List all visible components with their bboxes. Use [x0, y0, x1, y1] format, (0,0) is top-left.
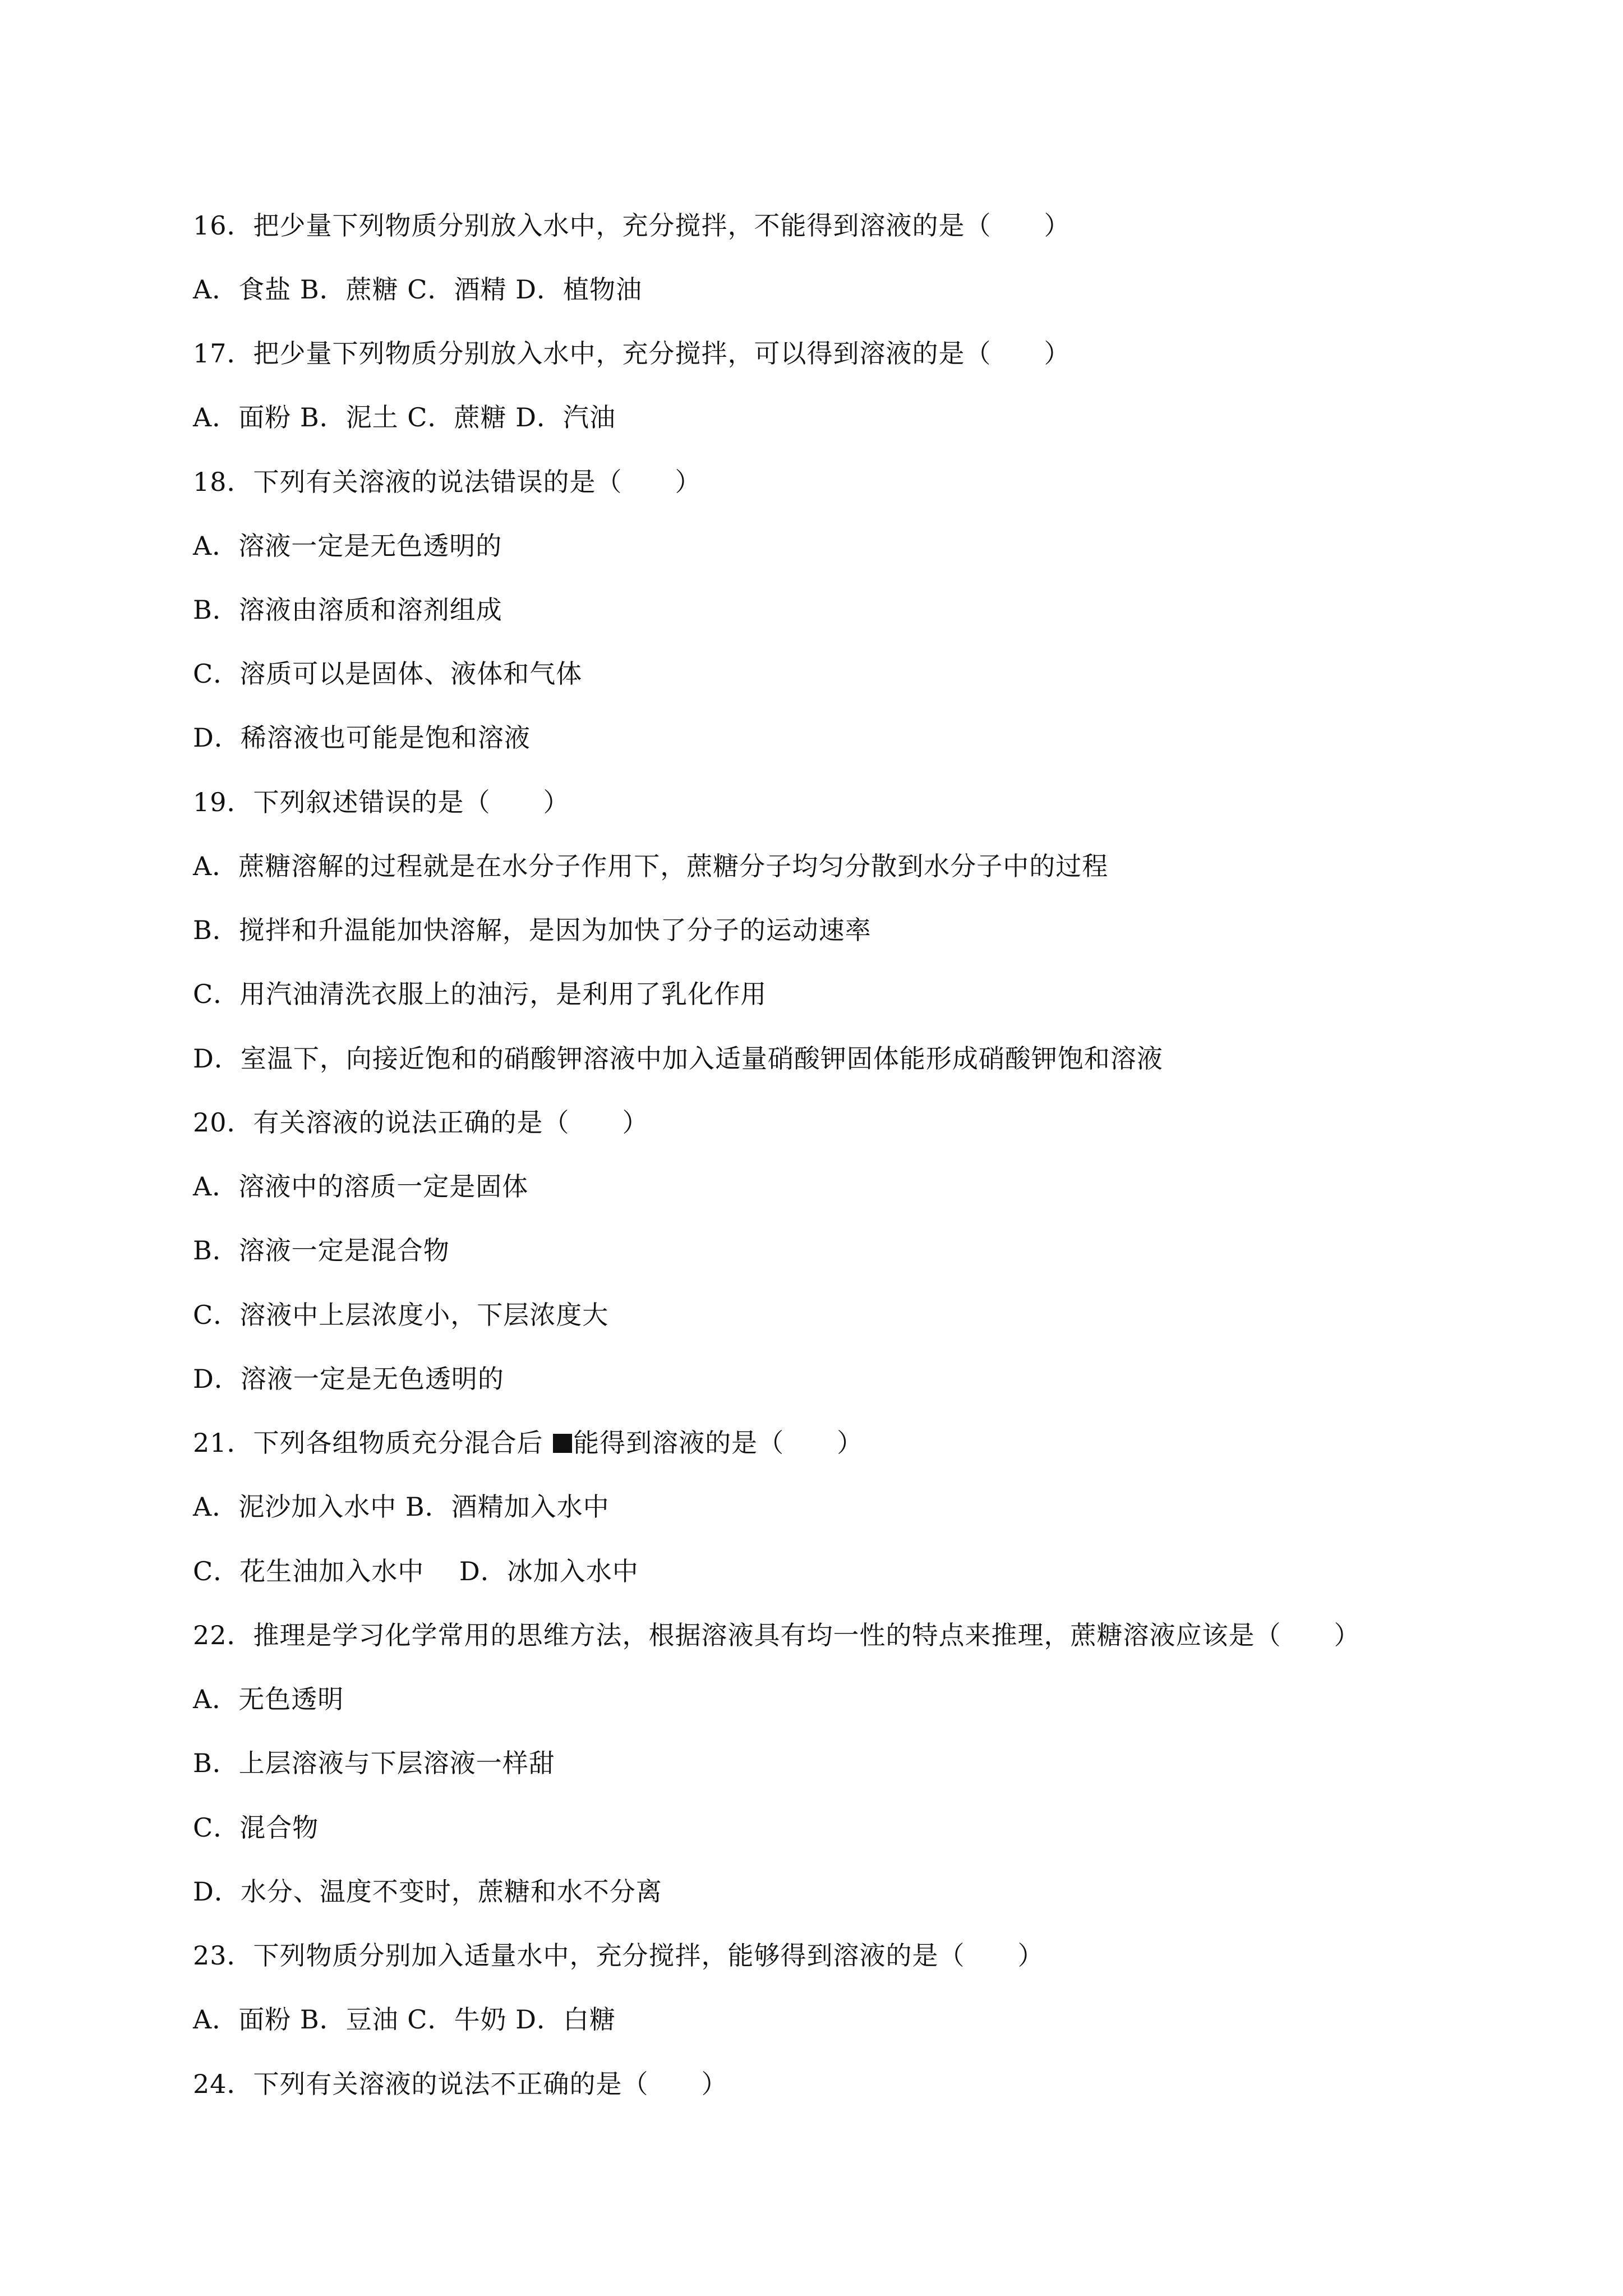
question-21-stem [193, 1426, 863, 1460]
question-20-option-a: A．溶液中的溶质一定是固体 [193, 1171, 529, 1202]
question-23-stem: 23．下列物质分别加入适量水中，充分搅拌，能够得到溶液的是（ ） [193, 1940, 1044, 1971]
question-22-option-b: B．上层溶液与下层溶液一样甜 [193, 1748, 555, 1778]
question-17-options: A．面粉 B．泥土 C．蔗糖 D．汽油 [193, 402, 616, 432]
question-21-options-cd: C．花生油加入水中 D．冰加入水中 [193, 1556, 639, 1586]
question-19-stem: 19．下列叙述错误的是（ ） [193, 787, 570, 817]
question-17-stem: 17．把少量下列物质分别放入水中，充分搅拌，可以得到溶液的是（ ） [193, 338, 1071, 369]
question-19-option-a: A．蔗糖溶解的过程就是在水分子作用下，蔗糖分子均匀分散到水分子中的过程 [193, 851, 1109, 881]
question-22-option-d: D．水分、温度不变时，蔗糖和水不分离 [193, 1876, 662, 1907]
question-22-option-c: C．混合物 [193, 1812, 319, 1843]
question-18-option-d: D．稀溶液也可能是饱和溶液 [193, 723, 531, 753]
question-21-stem-part-1: 21．下列各组物质充分混合后 [193, 1428, 552, 1458]
question-22-option-a: A．无色透明 [193, 1684, 344, 1714]
question-22-stem: 22．推理是学习化学常用的思维方法，根据溶液具有均一性的特点来推理，蔗糖溶液应该是（ ） [193, 1620, 1361, 1650]
question-20-option-d: D．溶液一定是无色透明的 [193, 1364, 504, 1394]
question-24-stem: 24．下列有关溶液的说法不正确的是（ ） [193, 2069, 728, 2099]
question-19-option-d: D．室温下，向接近饱和的硝酸钾溶液中加入适量硝酸钾固体能形成硝酸钾饱和溶液 [193, 1043, 1163, 1074]
question-21-options-ab: A．泥沙加入水中 B．酒精加入水中 [193, 1492, 610, 1522]
question-16-stem: 16．把少量下列物质分别放入水中，充分搅拌，不能得到溶液的是（ ） [193, 210, 1071, 241]
question-20-option-b: B．溶液一定是混合物 [193, 1235, 450, 1266]
question-18-option-a: A．溶液一定是无色透明的 [193, 531, 502, 561]
redaction-mark [553, 1434, 572, 1453]
question-23-options: A．面粉 B．豆油 C．牛奶 D．白糖 [193, 2004, 616, 2035]
question-21-stem-part-2: 能得到溶液的是（ ） [573, 1428, 864, 1458]
question-18-option-c: C．溶质可以是固体、液体和气体 [193, 659, 583, 689]
question-19-option-c: C．用汽油清洗衣服上的油污，是利用了乳化作用 [193, 979, 767, 1009]
question-16-options: A．食盐 B．蔗糖 C．酒精 D．植物油 [193, 274, 642, 305]
question-19-option-b: B．搅拌和升温能加快溶解，是因为加快了分子的运动速率 [193, 915, 872, 945]
question-20-stem: 20．有关溶液的说法正确的是（ ） [193, 1107, 649, 1138]
question-20-option-c: C．溶液中上层浓度小，下层浓度大 [193, 1300, 609, 1330]
question-18-stem: 18．下列有关溶液的说法错误的是（ ） [193, 467, 702, 497]
question-18-option-b: B．溶液由溶质和溶剂组成 [193, 595, 502, 625]
